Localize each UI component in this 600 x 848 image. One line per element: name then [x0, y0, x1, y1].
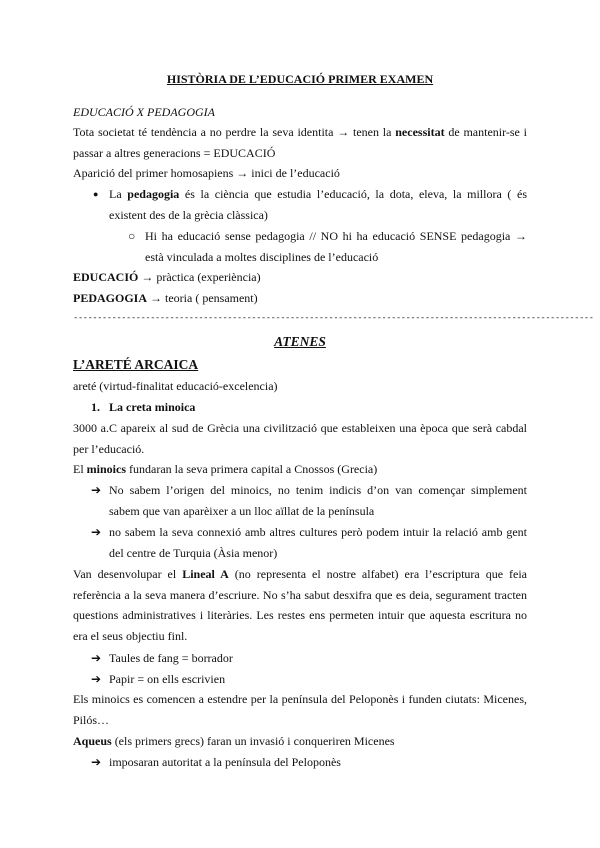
- bold-necessitat: necessitat: [395, 125, 445, 139]
- paragraph-homosapiens: Aparició del primer homosapiens → inici de l’educació: [73, 166, 340, 180]
- paragraph-societat: [73, 122, 527, 163]
- circle-bullet-icon: ○: [128, 229, 136, 243]
- arrow-icon: ➔: [91, 672, 102, 686]
- line-pedagogia: [73, 288, 527, 309]
- bold-pedagogia: pedagogia: [127, 187, 180, 201]
- arrow-item-origen: No sabem l’origen del minoics, no tenim indicis d’on van començar simplement sabem que van aparèixer a un lloc aïllat de la península: [109, 483, 527, 518]
- bold-minoics: minoics: [86, 462, 127, 476]
- dashed-separator: ------------------------------------------------------------------------------------------------------------: [73, 313, 594, 323]
- text: → pràctica (experiència): [138, 270, 261, 284]
- text: Van desenvolupar el: [73, 567, 183, 581]
- arrow-icon: ➔: [91, 755, 102, 769]
- arrow-icon: ➔: [91, 525, 102, 539]
- text: El: [73, 462, 87, 476]
- text: → teoria ( pensament): [147, 291, 258, 305]
- text: (no representa el nostre alfabet) era l’escriptura que feia referència a la seva manera d’escriure. No s’ha sabut desxifra que es deia, segurament tracten questions administratives i literàries. Les restes ens permeten intuir que aquesta escritura no era el seus objectiu finl.: [73, 567, 527, 643]
- text: La: [109, 187, 128, 201]
- arrow-icon: ➔: [91, 651, 102, 665]
- paragraph-3000ac: 3000 a.C apareix al sud de Grècia una civilització que estableixen una època que serà cabdal per l’educació.: [73, 421, 527, 456]
- bullet-icon: ●: [93, 189, 99, 199]
- paragraph-arete: areté (virtud-finalitat educació-excelencia): [73, 379, 278, 393]
- sub-heading-arete: L’ARETÉ ARCAICA: [73, 357, 199, 372]
- document-title: HISTÒRIA DE L’EDUCACIÓ PRIMER EXAMEN: [166, 72, 434, 86]
- text: és la ciència que estudia l’educació, la dota, eleva, la millora ( és existent des de la grècia clàssica): [109, 187, 528, 222]
- sub-bullet-educacio: Hi ha educació sense pedagogia // NO hi ha educació SENSE pedagogia → està vinculada a moltes disciplines de l’educació: [145, 229, 527, 264]
- heading-creta-minoica: La creta minoica: [109, 400, 196, 414]
- arrow-item-autoritat: imposaran autoritat a la península del Peloponès: [109, 755, 341, 769]
- paragraph-aqueus: [73, 731, 527, 752]
- arrow-icon: ➔: [91, 483, 102, 497]
- text: fundaran la seva primera capital a Cnossos (Grecia): [126, 462, 378, 476]
- bullet-pedagogia: [109, 184, 527, 225]
- text: (els primers grecs) faran un invasió i conqueriren Micenes: [111, 734, 395, 748]
- paragraph-peloponnes: Els minoics es comencen a estendre per la península del Peloponès i funden ciutats: Micenes, Pilós…: [73, 692, 527, 727]
- section-heading-atenes: ATENES: [274, 334, 326, 349]
- bold-lineal-a: Lineal A: [182, 567, 229, 581]
- paragraph-minoics: [73, 459, 527, 480]
- bold-aqueus: Aqueus: [73, 734, 112, 748]
- list-number: 1.: [91, 400, 100, 414]
- line-educacio: [73, 267, 527, 288]
- arrow-item-taules: Taules de fang = borrador: [109, 651, 233, 665]
- section-heading-educacio-pedagogia: EDUCACIÓ X PEDAGOGIA: [73, 105, 215, 119]
- arrow-item-connexio: no sabem la seva connexió amb altres cultures però podem intuir la relació amb gent del centre de Turquia (Àsia menor): [109, 525, 527, 560]
- paragraph-lineal-a: [73, 564, 527, 646]
- text: Tota societat té tendència a no perdre la seva identita → tenen la: [73, 125, 396, 139]
- arrow-item-papir: Papir = on ells escrivien: [109, 672, 226, 686]
- text: de mantenir-se i passar a altres generacions = EDUCACIÓ: [73, 125, 527, 160]
- bold-pedagogia: PEDAGOGIA: [73, 291, 148, 305]
- bold-educacio: EDUCACIÓ: [73, 270, 139, 284]
